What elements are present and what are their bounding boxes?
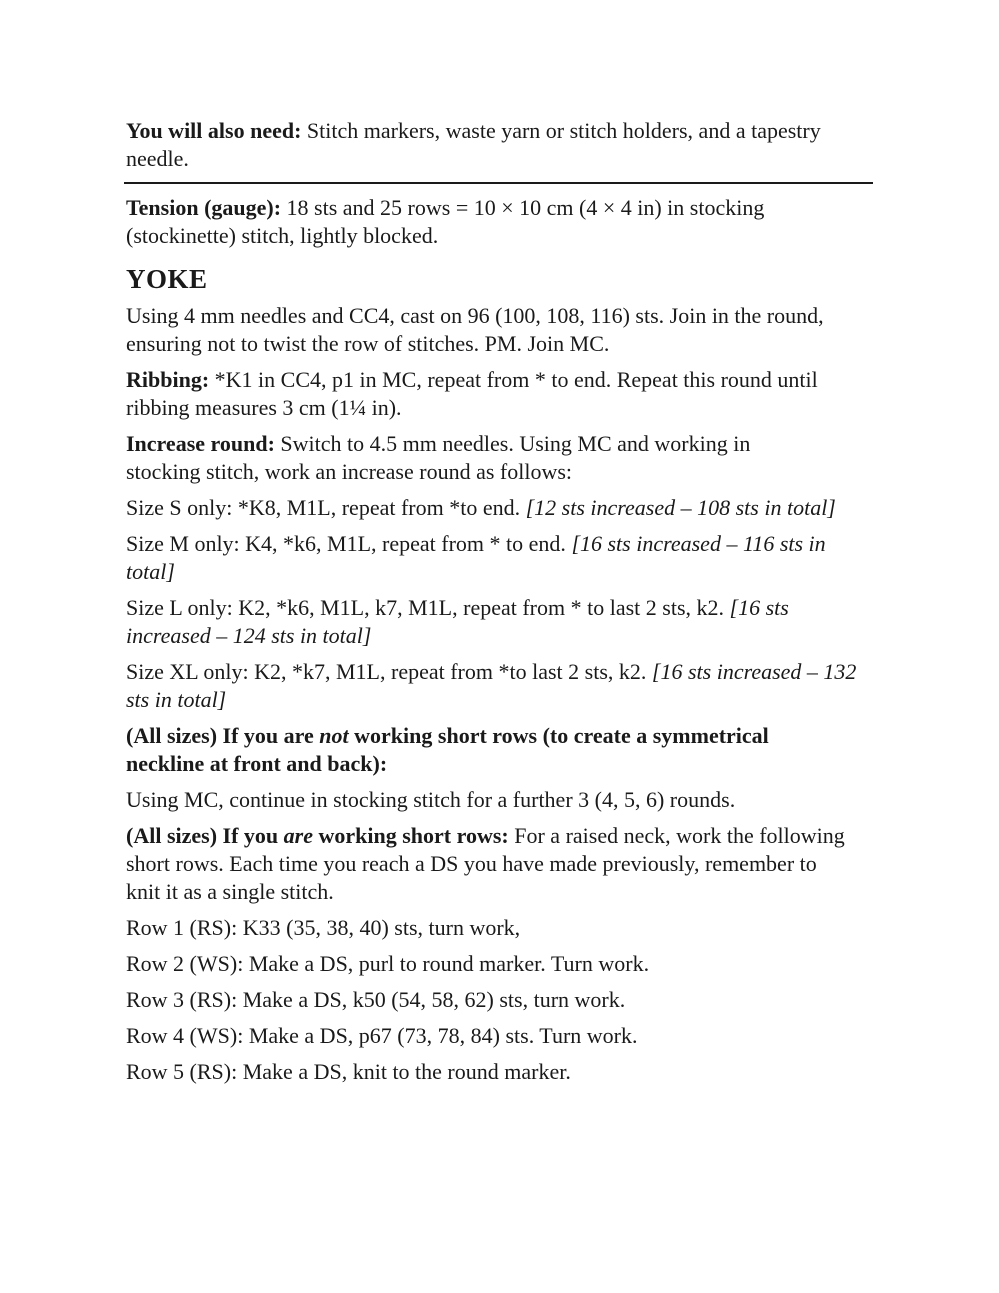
increase-paragraph xyxy=(126,430,816,486)
not-short-rows-heading xyxy=(126,722,846,778)
size-xl-text: Size XL only: K2, *k7, M1L, repeat from *to last 2 sts, k2. xyxy=(126,659,647,684)
tension-paragraph xyxy=(126,194,836,250)
short-rows-emphasis: are xyxy=(283,823,313,848)
not-short-rows-emphasis: not xyxy=(319,723,349,748)
row-2-instruction: Row 2 (WS): Make a DS, purl to round marker. Turn work. xyxy=(126,951,650,976)
short-rows-post: working short rows: xyxy=(318,823,509,848)
materials-label: You will also need: xyxy=(126,118,302,143)
increase-text: Switch to 4.5 mm needles. Using MC and working in stocking stitch, work an increase round as follows: xyxy=(126,431,751,484)
short-rows-text: For a raised neck, work the following short rows. Each time you reach a DS you have made previously, remember to knit it as a single stitch. xyxy=(126,823,845,904)
size-l-instruction xyxy=(126,594,856,650)
ribbing-label: Ribbing: xyxy=(126,367,210,392)
ribbing-text: *K1 in CC4, p1 in MC, repeat from * to end. Repeat this round until ribbing measures 3 cm (1¼ in). xyxy=(126,367,818,420)
not-short-rows-instruction: Using MC, continue in stocking stitch for a further 3 (4, 5, 6) rounds. xyxy=(126,787,736,812)
size-m-instruction xyxy=(126,530,871,586)
row-3-instruction: Row 3 (RS): Make a DS, k50 (54, 58, 62) sts, turn work. xyxy=(126,987,626,1012)
size-s-instruction xyxy=(126,494,866,522)
row-5-instruction: Row 5 (RS): Make a DS, knit to the round marker. xyxy=(126,1059,571,1084)
row-1-instruction: Row 1 (RS): K33 (35, 38, 40) sts, turn work, xyxy=(126,915,521,940)
materials-paragraph xyxy=(126,117,826,173)
size-s-note: [12 sts increased – 108 sts in total] xyxy=(525,495,836,520)
short-rows-pre: (All sizes) If you xyxy=(126,823,279,848)
ribbing-paragraph xyxy=(126,366,871,422)
pattern-page xyxy=(126,117,876,1094)
row-4-instruction: Row 4 (WS): Make a DS, p67 (73, 78, 84) sts. Turn work. xyxy=(126,1023,638,1048)
size-xl-instruction xyxy=(126,658,866,714)
materials-text: Stitch markers, waste yarn or stitch holders, and a tapestry needle. xyxy=(126,118,821,171)
size-s-text: Size S only: *K8, M1L, repeat from *to end. xyxy=(126,495,521,520)
size-l-text: Size L only: K2, *k6, M1L, k7, M1L, repeat from * to last 2 sts, k2. xyxy=(126,595,725,620)
increase-label: Increase round: xyxy=(126,431,275,456)
size-m-note: [16 sts increased – 116 sts in total] xyxy=(126,531,826,584)
cast-on-paragraph: Using 4 mm needles and CC4, cast on 96 (100, 108, 116) sts. Join in the round, ensuring not to twist the row of stitches. PM. Join MC. xyxy=(126,303,824,356)
divider-rule xyxy=(124,182,873,184)
section-title: YOKE xyxy=(126,264,208,294)
tension-text: 18 sts and 25 rows = 10 × 10 cm (4 × 4 in) in stocking (stockinette) stitch, lightly blocked. xyxy=(126,195,765,248)
size-l-note: [16 sts increased – 124 sts in total] xyxy=(126,595,789,648)
tension-label: Tension (gauge): xyxy=(126,195,282,220)
not-short-rows-pre: (All sizes) If you are xyxy=(126,723,314,748)
short-rows-paragraph xyxy=(126,822,851,906)
not-short-rows-post: working short rows (to create a symmetrical neckline at front and back): xyxy=(126,723,769,776)
size-xl-note: [16 sts increased – 132 sts in total] xyxy=(126,659,857,712)
size-m-text: Size M only: K4, *k6, M1L, repeat from * to end. xyxy=(126,531,566,556)
